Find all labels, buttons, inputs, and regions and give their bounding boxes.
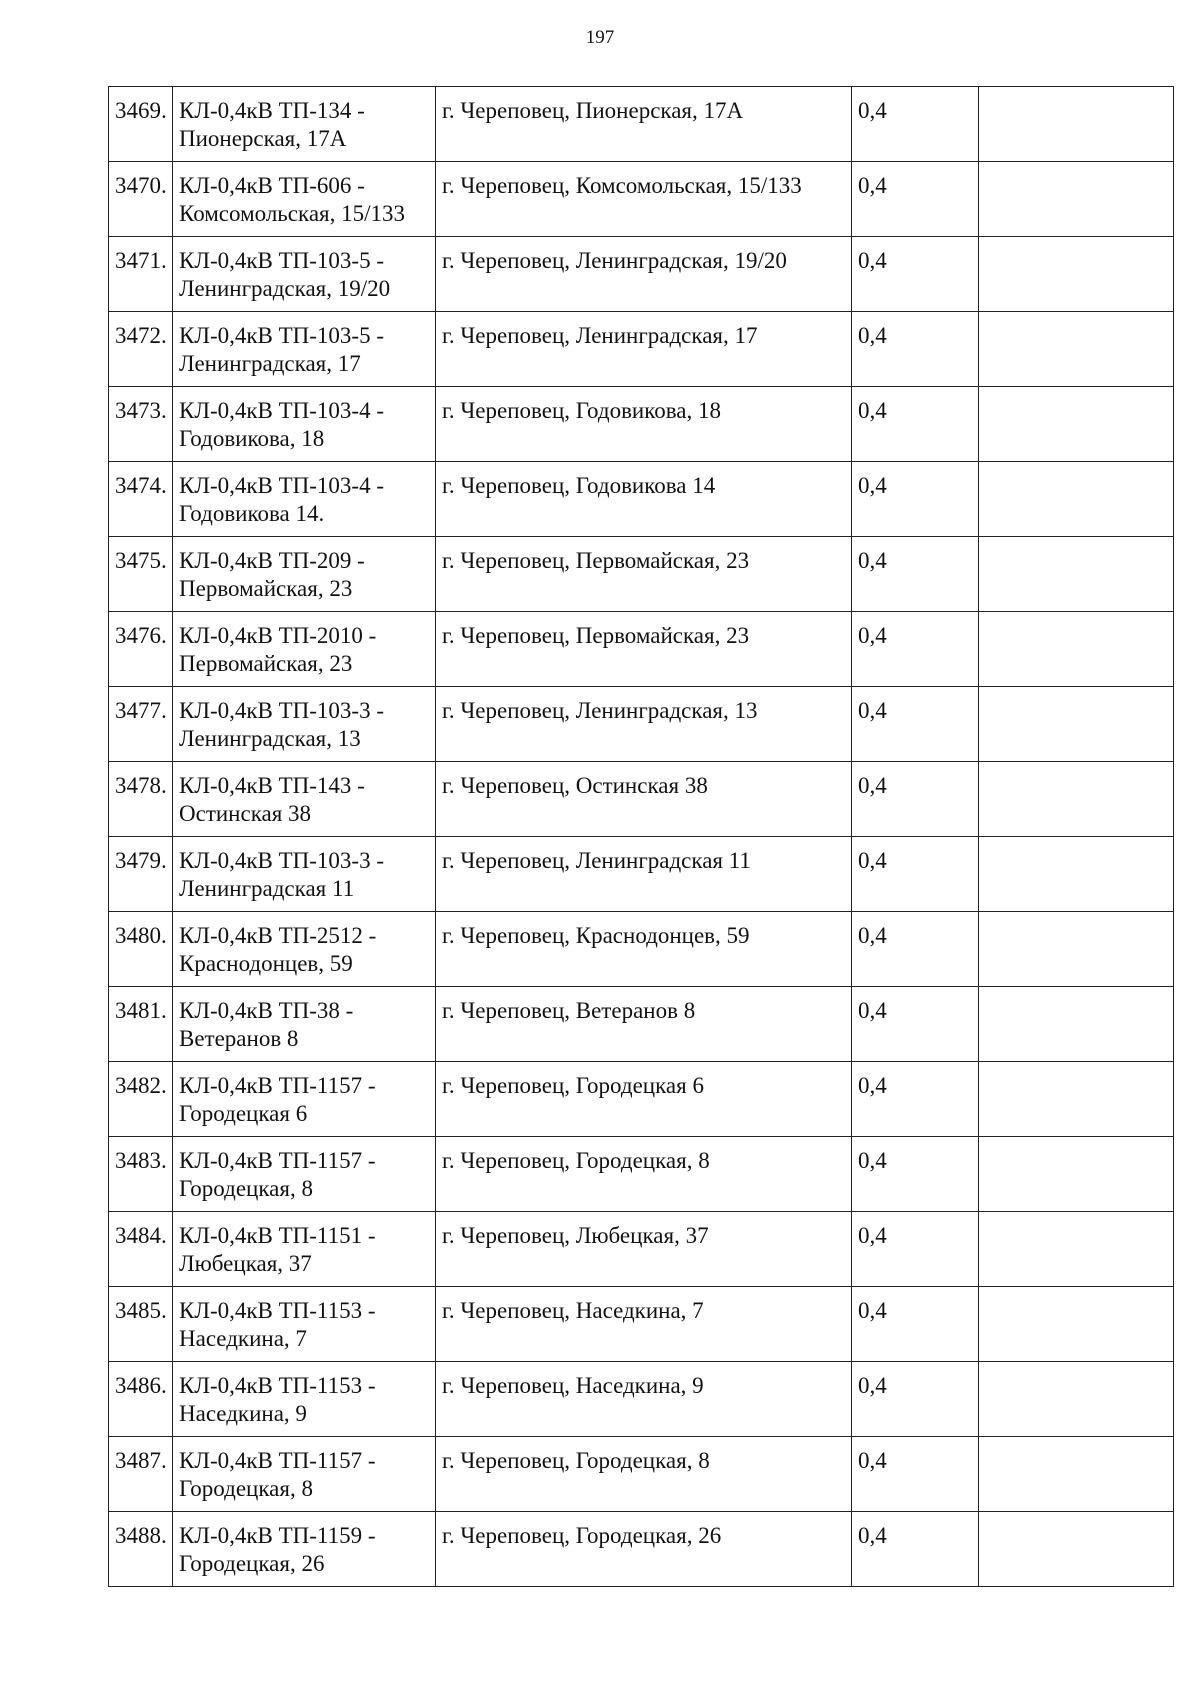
row-number-cell: 3484. [109, 1212, 173, 1287]
line-name-cell: КЛ-0,4кВ ТП-606 - Комсомольская, 15/133 [173, 162, 436, 237]
note-cell [979, 1512, 1174, 1587]
table-row [109, 1437, 1174, 1512]
table-row [109, 537, 1174, 612]
address-cell: г. Череповец, Городецкая 6 [436, 1062, 852, 1137]
address-cell: г. Череповец, Ленинградская, 13 [436, 687, 852, 762]
voltage-cell: 0,4 [852, 1137, 979, 1212]
address-cell: г. Череповец, Наседкина, 9 [436, 1362, 852, 1437]
row-number-cell: 3487. [109, 1437, 173, 1512]
voltage-cell: 0,4 [852, 612, 979, 687]
voltage-cell: 0,4 [852, 762, 979, 837]
line-name-cell: КЛ-0,4кВ ТП-103-3 - Ленинградская, 13 [173, 687, 436, 762]
line-name-cell: КЛ-0,4кВ ТП-1157 - Городецкая, 8 [173, 1137, 436, 1212]
note-cell [979, 1212, 1174, 1287]
address-cell: г. Череповец, Комсомольская, 15/133 [436, 162, 852, 237]
table-row [109, 1062, 1174, 1137]
table-row [109, 762, 1174, 837]
table-row [109, 1362, 1174, 1437]
table-row [109, 1512, 1174, 1587]
table-row [109, 87, 1174, 162]
address-cell: г. Череповец, Ленинградская, 17 [436, 312, 852, 387]
address-cell: г. Череповец, Пионерская, 17А [436, 87, 852, 162]
address-cell: г. Череповец, Первомайская, 23 [436, 612, 852, 687]
note-cell [979, 537, 1174, 612]
address-cell: г. Череповец, Первомайская, 23 [436, 537, 852, 612]
row-number-cell: 3473. [109, 387, 173, 462]
line-name-cell: КЛ-0,4кВ ТП-103-4 - Годовикова 14. [173, 462, 436, 537]
voltage-cell: 0,4 [852, 837, 979, 912]
row-number-cell: 3486. [109, 1362, 173, 1437]
table-row [109, 612, 1174, 687]
page-number: 197 [585, 27, 615, 48]
row-number-cell: 3475. [109, 537, 173, 612]
address-cell: г. Череповец, Краснодонцев, 59 [436, 912, 852, 987]
row-number-cell: 3480. [109, 912, 173, 987]
row-number-cell: 3488. [109, 1512, 173, 1587]
table-row [109, 912, 1174, 987]
note-cell [979, 1362, 1174, 1437]
voltage-cell: 0,4 [852, 912, 979, 987]
voltage-cell: 0,4 [852, 312, 979, 387]
voltage-cell: 0,4 [852, 537, 979, 612]
address-cell: г. Череповец, Ленинградская 11 [436, 837, 852, 912]
voltage-cell: 0,4 [852, 1287, 979, 1362]
voltage-cell: 0,4 [852, 687, 979, 762]
line-name-cell: КЛ-0,4кВ ТП-1153 - Наседкина, 9 [173, 1362, 436, 1437]
address-cell: г. Череповец, Любецкая, 37 [436, 1212, 852, 1287]
table-row [109, 237, 1174, 312]
line-name-cell: КЛ-0,4кВ ТП-1157 - Городецкая, 8 [173, 1437, 436, 1512]
address-cell: г. Череповец, Городецкая, 26 [436, 1512, 852, 1587]
table-body [109, 87, 1174, 1587]
voltage-cell: 0,4 [852, 1512, 979, 1587]
row-number-cell: 3471. [109, 237, 173, 312]
note-cell [979, 387, 1174, 462]
line-name-cell: КЛ-0,4кВ ТП-103-3 - Ленинградская 11 [173, 837, 436, 912]
voltage-cell: 0,4 [852, 387, 979, 462]
row-number-cell: 3476. [109, 612, 173, 687]
note-cell [979, 1287, 1174, 1362]
note-cell [979, 237, 1174, 312]
voltage-cell: 0,4 [852, 1212, 979, 1287]
row-number-cell: 3479. [109, 837, 173, 912]
address-cell: г. Череповец, Годовикова 14 [436, 462, 852, 537]
table-row [109, 687, 1174, 762]
row-number-cell: 3469. [109, 87, 173, 162]
address-cell: г. Череповец, Остинская 38 [436, 762, 852, 837]
row-number-cell: 3481. [109, 987, 173, 1062]
note-cell [979, 1137, 1174, 1212]
voltage-cell: 0,4 [852, 1362, 979, 1437]
address-cell: г. Череповец, Наседкина, 7 [436, 1287, 852, 1362]
voltage-cell: 0,4 [852, 87, 979, 162]
row-number-cell: 3472. [109, 312, 173, 387]
line-name-cell: КЛ-0,4кВ ТП-2512 - Краснодонцев, 59 [173, 912, 436, 987]
line-name-cell: КЛ-0,4кВ ТП-103-4 - Годовикова, 18 [173, 387, 436, 462]
table-row [109, 1212, 1174, 1287]
table-row [109, 987, 1174, 1062]
line-name-cell: КЛ-0,4кВ ТП-134 - Пионерская, 17А [173, 87, 436, 162]
note-cell [979, 312, 1174, 387]
note-cell [979, 762, 1174, 837]
address-cell: г. Череповец, Годовикова, 18 [436, 387, 852, 462]
line-name-cell: КЛ-0,4кВ ТП-1153 - Наседкина, 7 [173, 1287, 436, 1362]
table-row [109, 462, 1174, 537]
line-name-cell: КЛ-0,4кВ ТП-1151 - Любецкая, 37 [173, 1212, 436, 1287]
voltage-cell: 0,4 [852, 987, 979, 1062]
line-name-cell: КЛ-0,4кВ ТП-1159 - Городецкая, 26 [173, 1512, 436, 1587]
row-number-cell: 3470. [109, 162, 173, 237]
row-number-cell: 3478. [109, 762, 173, 837]
voltage-cell: 0,4 [852, 237, 979, 312]
note-cell [979, 612, 1174, 687]
line-name-cell: КЛ-0,4кВ ТП-2010 - Первомайская, 23 [173, 612, 436, 687]
line-name-cell: КЛ-0,4кВ ТП-209 - Первомайская, 23 [173, 537, 436, 612]
row-number-cell: 3482. [109, 1062, 173, 1137]
voltage-cell: 0,4 [852, 162, 979, 237]
row-number-cell: 3474. [109, 462, 173, 537]
line-name-cell: КЛ-0,4кВ ТП-103-5 - Ленинградская, 19/20 [173, 237, 436, 312]
cable-lines-table [108, 86, 1174, 1587]
row-number-cell: 3485. [109, 1287, 173, 1362]
note-cell [979, 912, 1174, 987]
table-row [109, 1287, 1174, 1362]
line-name-cell: КЛ-0,4кВ ТП-1157 - Городецкая 6 [173, 1062, 436, 1137]
line-name-cell: КЛ-0,4кВ ТП-103-5 - Ленинградская, 17 [173, 312, 436, 387]
voltage-cell: 0,4 [852, 1437, 979, 1512]
note-cell [979, 687, 1174, 762]
table-row [109, 387, 1174, 462]
voltage-cell: 0,4 [852, 462, 979, 537]
note-cell [979, 462, 1174, 537]
table-row [109, 837, 1174, 912]
address-cell: г. Череповец, Ветеранов 8 [436, 987, 852, 1062]
row-number-cell: 3477. [109, 687, 173, 762]
note-cell [979, 987, 1174, 1062]
address-cell: г. Череповец, Городецкая, 8 [436, 1137, 852, 1212]
voltage-cell: 0,4 [852, 1062, 979, 1137]
note-cell [979, 1062, 1174, 1137]
note-cell [979, 87, 1174, 162]
note-cell [979, 162, 1174, 237]
row-number-cell: 3483. [109, 1137, 173, 1212]
address-cell: г. Череповец, Городецкая, 8 [436, 1437, 852, 1512]
line-name-cell: КЛ-0,4кВ ТП-38 - Ветеранов 8 [173, 987, 436, 1062]
address-cell: г. Череповец, Ленинградская, 19/20 [436, 237, 852, 312]
line-name-cell: КЛ-0,4кВ ТП-143 - Остинская 38 [173, 762, 436, 837]
note-cell [979, 837, 1174, 912]
table-row [109, 1137, 1174, 1212]
note-cell [979, 1437, 1174, 1512]
table-row [109, 162, 1174, 237]
table-row [109, 312, 1174, 387]
